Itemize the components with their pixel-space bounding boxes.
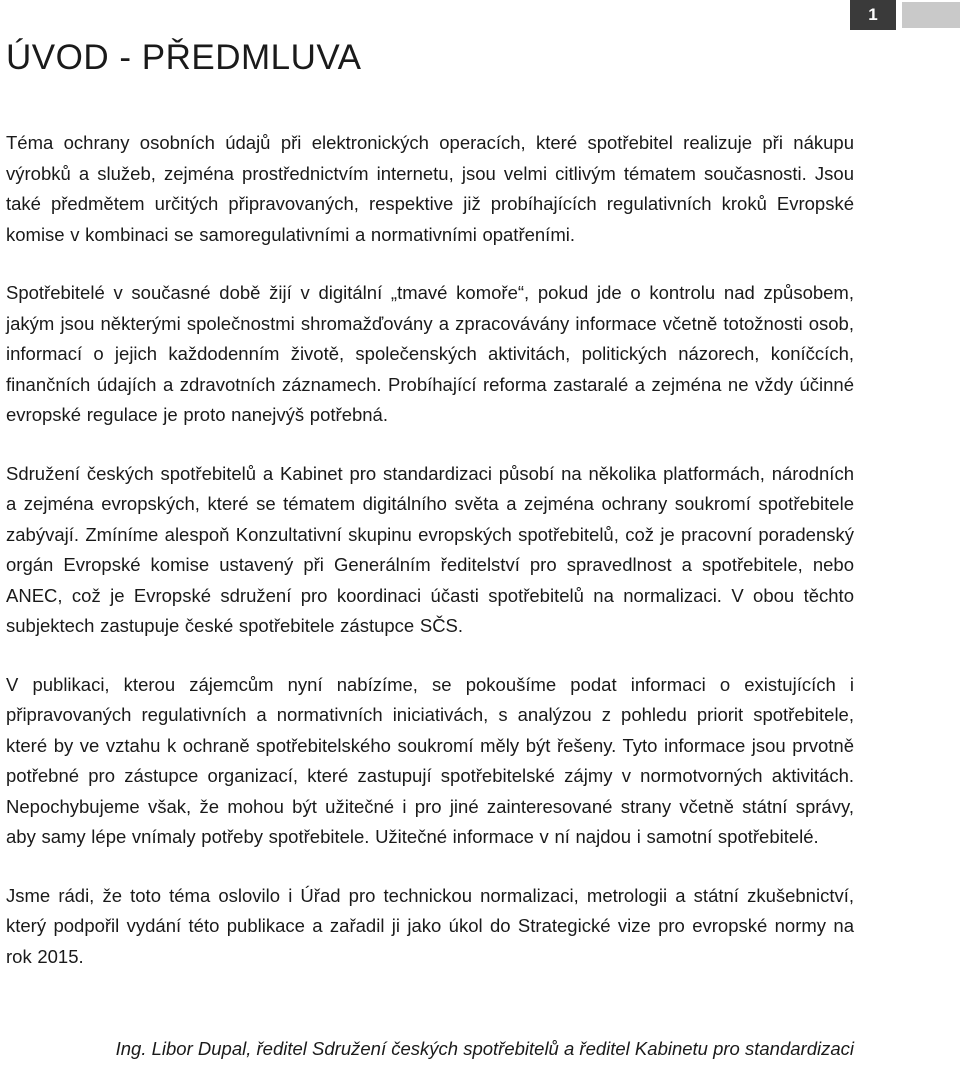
paragraph-3: Sdružení českých spotřebitelů a Kabinet pro standardizaci působí na několika platformách, národních a zejména evropských, které se tématem digitálního světa a zejména ochrany soukromí spotřebitele zabývají. Zmíníme alespoň Konzultativní skupinu evropských spotřebitelů, což je pracovní poradenský orgán Evropské komise ustavený při Generálním ředitelství pro spravedlnost a spotřebitele, nebo ANEC, což je Evropské sdružení pro koordinaci účasti spotřebitelů na normalizaci. V obou těchto subjektech zastupuje české spotřebitele zástupce SČS.: [6, 462, 854, 636]
signature: Ing. Libor Dupal, ředitel Sdružení českých spotřebitelů a ředitel Kabinetu pro standardizaci: [115, 1038, 854, 1059]
page-title: ÚVOD - PŘEDMLUVA: [6, 38, 362, 77]
paragraph-5: Jsme rádi, že toto téma oslovilo i Úřad pro technickou normalizaci, metrologii a státní zkušebnictví, který podpořil vydání této publikace a zařadil ji jako úkol do Strategické vize pro evropské normy na rok 2015.: [6, 884, 854, 967]
page-number: 1: [850, 0, 896, 30]
paragraph-2: Spotřebitelé v současné době žijí v digitální „tmavé komoře“, pokud jde o kontrolu nad způsobem, jakým jsou některými společnostmi shromažďovány a zpracovávány informace včetně totožnosti osob, informací o jejich každodenním životě, společenských aktivitách, politických názorech, koníčcích, finančních údajích a zdravotních záznamech. Probíhající reforma zastaralé a zejména ne vždy účinné evropské regulace je proto nanejvýš potřebná.: [6, 282, 854, 425]
body-text: [6, 128, 854, 1000]
paragraph-4: V publikaci, kterou zájemcům nyní nabízíme, se pokoušíme podat informaci o existujících i připravovaných regulativních a normativních iniciativách, s analýzou z pohledu priorit spotřebitele, které by ve vztahu k ochraně spotřebitelského soukromí měly být řešeny. Tyto informace jsou prvotně potřebné pro zástupce organizací, které zastupují spotřebitelské zájmy v normotvorných aktivitách. Nepochybujeme však, že mohou být užitečné i pro jiné zainteresované strany včetně státní správy, aby samy lépe vnímaly potřeby spotřebitele. Užitečné informace v ní najdou i samotní spotřebitelé.: [6, 673, 854, 847]
page-number-tab-decoration: [902, 2, 960, 28]
paragraph-1: Téma ochrany osobních údajů při elektronických operacích, které spotřebitel realizuje při nákupu výrobků a služeb, zejména prostřednictvím internetu, jsou velmi citlivým tématem současnosti. Jsou také předmětem určitých připravovaných, respektive již probíhajících regulativních kroků Evropské komise v kombinaci se samoregulativními a normativními opatřeními.: [6, 132, 854, 245]
page-number-tab: [850, 0, 960, 30]
